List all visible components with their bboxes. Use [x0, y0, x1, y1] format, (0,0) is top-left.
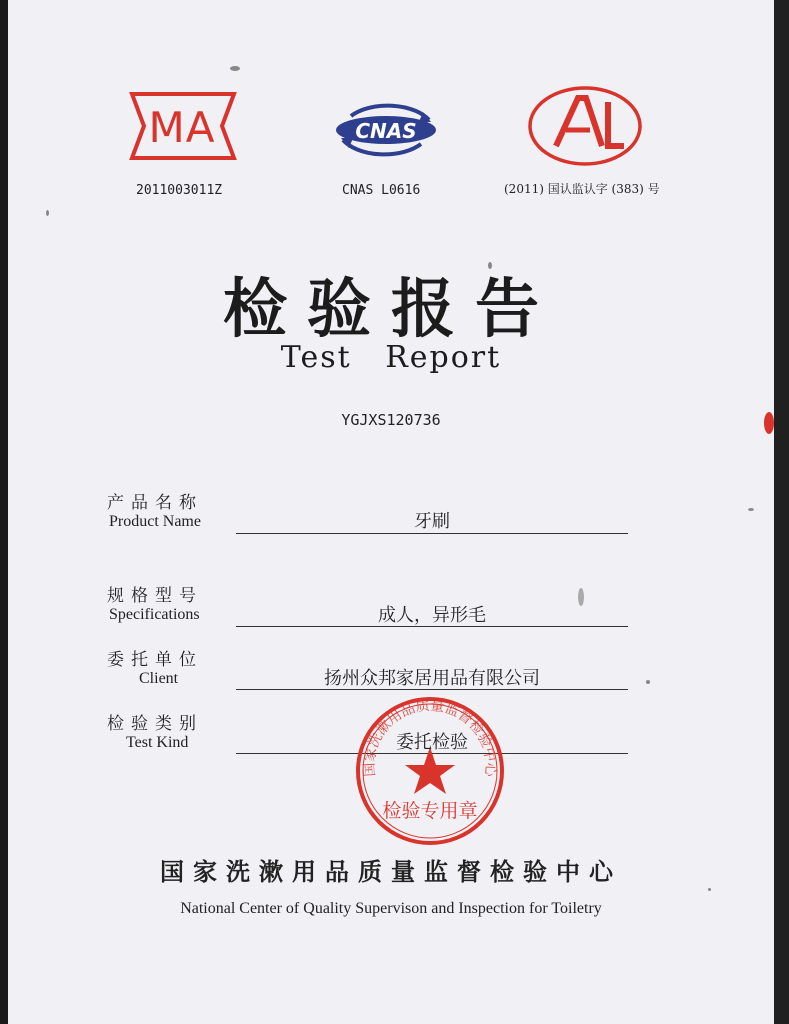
specifications-label-cn: 规格型号 — [107, 586, 203, 606]
scan-speck — [748, 508, 754, 511]
scan-speck — [230, 66, 240, 71]
red-mark — [764, 412, 774, 434]
cal-code: (2011) 国认监认字 (383) 号 — [504, 182, 660, 196]
test-kind-label-cn: 检验类别 — [107, 714, 203, 734]
seal-ring-text: 国家洗漱用品质量监督检验中心 — [361, 697, 499, 778]
title-en: Test Report — [280, 340, 502, 375]
specifications-value: 成人，异形毛 — [378, 605, 486, 626]
scan-speck — [708, 888, 711, 891]
scan-speck — [488, 262, 492, 269]
client-label-en: Client — [139, 670, 179, 687]
svg-text:MA: MA — [148, 103, 216, 152]
official-seal — [348, 695, 512, 849]
product-name-line — [236, 533, 628, 534]
test-kind-label-en: Test Kind — [126, 734, 189, 751]
client-line — [236, 689, 628, 690]
scan-edge — [774, 0, 789, 1024]
cal-logo — [526, 84, 644, 168]
client-value: 扬州众邦家居用品有限公司 — [324, 668, 540, 689]
cma-logo — [118, 88, 246, 168]
cnas-code: CNAS L0616 — [342, 183, 421, 198]
report-number: YGJXS120736 — [341, 411, 441, 429]
title-cn: 检验报告 — [223, 273, 559, 347]
svg-text:CNAS: CNAS — [355, 119, 417, 143]
specifications-label-en: Specifications — [109, 606, 200, 623]
scan-speck — [578, 588, 584, 606]
report-cover — [8, 0, 774, 1024]
product-name-value: 牙刷 — [414, 511, 450, 532]
specifications-line — [236, 626, 628, 627]
organization-name-en: National Center of Quality Supervison and Inspection for Toiletry — [180, 900, 602, 917]
cma-code: 2011003011Z — [136, 183, 223, 198]
scan-speck — [46, 210, 49, 216]
test-kind-value: 委托检验 — [396, 732, 468, 753]
organization-name-cn: 国家洗漱用品质量监督检验中心 — [160, 858, 622, 886]
seal-center-text: 检验专用章 — [382, 800, 478, 822]
cnas-logo — [331, 90, 441, 170]
scan-speck — [646, 680, 650, 684]
product-name-label-en: Product Name — [109, 513, 201, 530]
client-label-cn: 委托单位 — [107, 650, 203, 670]
product-name-label-cn: 产品名称 — [107, 493, 203, 513]
